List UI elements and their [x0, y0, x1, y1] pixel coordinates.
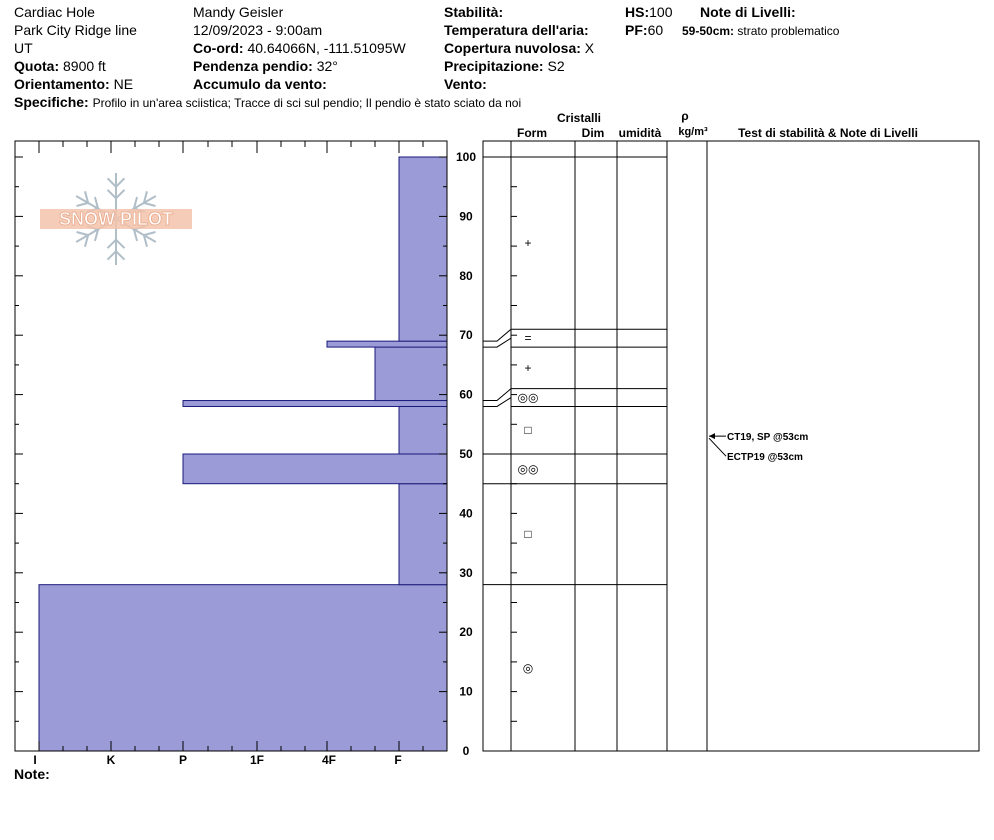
height-tick-label: 100 — [455, 150, 477, 164]
grain-form-symbol: + — [524, 360, 532, 375]
height-tick-label: 20 — [459, 625, 473, 640]
snowflake-branch — [116, 178, 124, 186]
logo-text: SNOW PILOT — [59, 209, 173, 229]
stability-test-label: CT19, SP @53cm — [727, 432, 809, 444]
location-name: Cardiac Hole — [14, 4, 95, 20]
stability-tests — [709, 432, 808, 463]
hardness-layer-4 — [183, 401, 447, 407]
hardness-axis — [33, 753, 401, 767]
hardness-layer-5 — [375, 347, 447, 400]
specifics: Specifiche: Profilo in un'area sciistica; Tracce di sci sul pendio; Il pendio è stato sciato da noi — [14, 94, 522, 110]
observer-name: Mandy Geisler — [193, 4, 284, 20]
height-tick-label: 50 — [459, 447, 473, 461]
stability-test-label: ECTP19 @53cm — [727, 452, 803, 464]
hardness-tick-label: I — [33, 753, 37, 767]
snowflake-branch — [108, 178, 116, 186]
snowflake-branch — [108, 251, 116, 259]
hardness-layer-0 — [39, 585, 447, 751]
grain-form-symbol: ◎◎ — [517, 390, 539, 405]
hardness-layer-2 — [183, 454, 447, 484]
grain-form-symbol: = — [524, 331, 532, 346]
layer-note: 59-50cm: strato problematico — [682, 24, 840, 38]
precipitation: Precipitazione: S2 — [444, 58, 565, 74]
snowflake-branch — [108, 240, 116, 248]
snowflake-branch — [116, 251, 124, 259]
height-axis — [456, 150, 476, 758]
hardness-tick-label: P — [178, 753, 188, 767]
grain-form-symbol: + — [524, 236, 532, 251]
hardness-layer-7 — [399, 157, 447, 341]
grain-form-symbol: ◎ — [522, 660, 534, 675]
form-column-ticks — [511, 157, 517, 751]
snow-height: HS:100 — [625, 4, 673, 20]
snowpilot-logo — [40, 173, 192, 265]
air-temperature: Temperatura dell'aria: — [444, 22, 589, 38]
stability: Stabilità: — [444, 4, 504, 20]
height-tick-label: 70 — [459, 328, 473, 343]
layer-connector — [483, 329, 511, 341]
coordinates: Co-ord: 40.64066N, -111.51095W — [193, 40, 406, 56]
header-form: Form — [517, 126, 547, 140]
pit-depth: PF:60 — [625, 22, 664, 38]
hardness-tick-label: 1F — [249, 753, 265, 767]
layer-connector — [483, 389, 511, 401]
height-tick-label: 80 — [459, 268, 473, 283]
wind-loading: Accumulo da vento: — [193, 76, 327, 92]
test-arrow-head — [709, 433, 715, 439]
hardness-layers — [39, 157, 447, 751]
snowflake-branch — [77, 232, 89, 235]
layer-connector — [483, 398, 511, 407]
height-tick-label: 10 — [459, 684, 473, 699]
wind: Vento: — [444, 76, 487, 92]
height-tick-label: 30 — [459, 565, 473, 580]
sky-cover: Copertura nuvolosa: X — [444, 40, 595, 56]
header-moisture: umidità — [618, 126, 662, 140]
test-arrow-line-2 — [709, 438, 726, 456]
region-name: Park City Ridge line — [14, 22, 137, 38]
header-tests: Test di stabilità & Note di Livelli — [738, 126, 918, 140]
header-crystals: Cristalli — [556, 111, 602, 125]
slope-angle: Pendenza pendio: 32° — [193, 58, 338, 74]
note-label: Note: — [14, 766, 50, 782]
grain-form-symbol: ◎◎ — [517, 461, 539, 476]
layer-table-frame — [483, 141, 979, 751]
snowflake-branch — [116, 190, 124, 198]
hardness-tick-label: F — [394, 753, 402, 767]
snowflake-branch — [116, 240, 124, 248]
height-tick-label: 60 — [459, 387, 473, 402]
header-density-unit: kg/m³ — [678, 126, 708, 138]
hardness-layer-3 — [399, 406, 447, 454]
height-tick-label: 40 — [459, 506, 473, 521]
header-rho: ρ — [681, 109, 689, 123]
layer-notes-title: Note di Livelli: — [700, 4, 796, 20]
hardness-tick-label: 4F — [321, 753, 337, 767]
state-name: UT — [14, 40, 33, 56]
height-tick-label: 90 — [459, 209, 473, 224]
hardness-tick-label: K — [106, 753, 116, 767]
grain-form-symbol: □ — [524, 423, 532, 438]
snowflake-branch — [144, 232, 156, 235]
header-dim: Dim — [581, 126, 605, 140]
hardness-layer-6 — [327, 341, 447, 347]
snowflake-branch — [108, 190, 116, 198]
aspect: Orientamento: NE — [14, 76, 134, 92]
grain-forms — [518, 236, 539, 675]
hardness-layer-1 — [399, 484, 447, 585]
snowflake-branch — [77, 203, 89, 206]
grain-form-symbol: □ — [524, 527, 532, 542]
height-tick-label: 0 — [462, 744, 470, 758]
layer-connector — [483, 338, 511, 347]
elevation: Quota: 8900 ft — [14, 58, 106, 74]
observation-datetime: 12/09/2023 - 9:00am — [193, 22, 323, 38]
snowflake-branch — [144, 203, 156, 206]
